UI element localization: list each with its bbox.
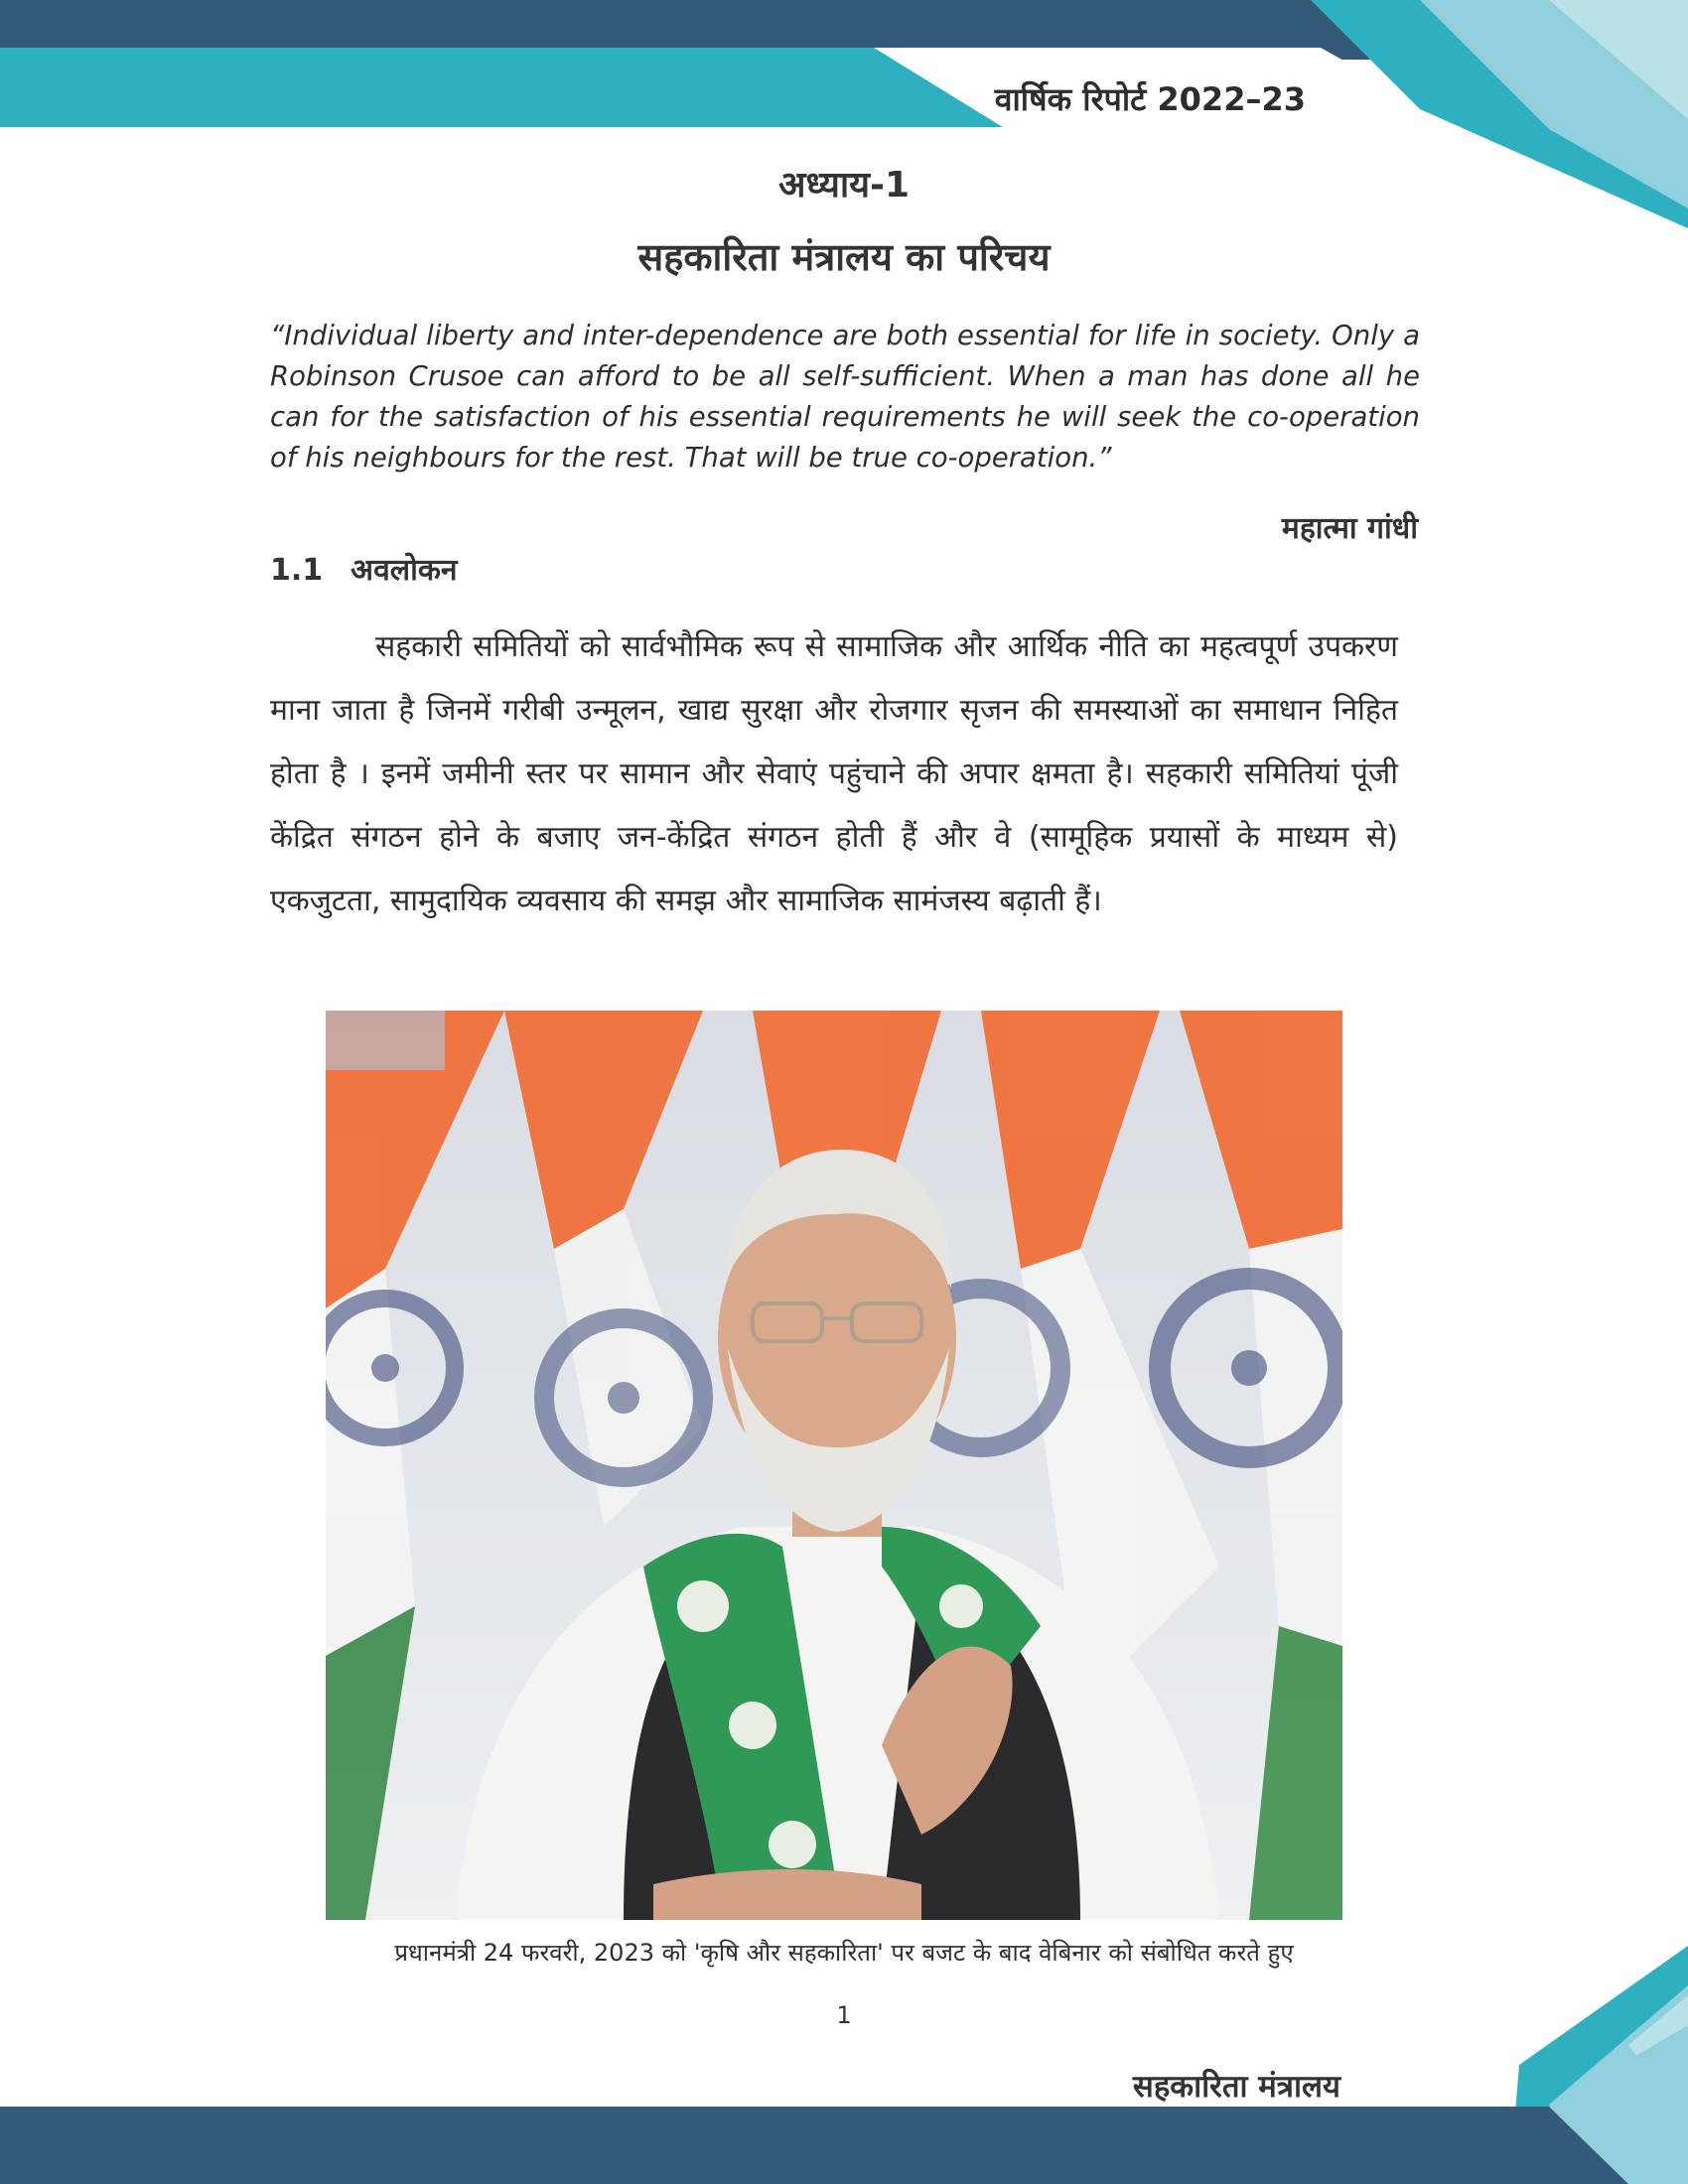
- footer-ministry-name: सहकारिता मंत्रालय: [1132, 2069, 1340, 2105]
- section-heading: [270, 548, 458, 589]
- overview-paragraph: सहकारी समितियों को सार्वभौमिक रूप से सामाजिक और आर्थिक नीति का महत्वपूर्ण उपकरण माना जाता है जिनमें गरीबी उन्मूलन, खाद्य सुरक्षा और रोजगार सृजन की समस्याओं का समाधान निहित होता है । इनमें जमीनी स्तर पर सामान और सेवाएं पहुंचाने की अपार क्षमता है। सहकारी समितियां पूंजी केंद्रित संगठन होने के बजाए जन-केंद्रित संगठन होती हैं और वे (सामूहिक प्रयासों के माध्यम से) एकजुटता, सामुदायिक व्यवसाय की समझ और सामाजिक सामंजस्य बढ़ाती हैं।: [270, 629, 1398, 918]
- section-title: अवलोकन: [351, 553, 458, 588]
- prime-minister-photo: [326, 1011, 1342, 1920]
- gandhi-quote: “Individual liberty and inter-dependence are both essential for life in society. Only a Robinson Crusoe can afford to be all self-sufficient. When a man has done all he can for the satisfaction of his essential requirements he will seek the co-operation of his neighbours for the rest. That will be true co-operation.”: [270, 320, 1420, 474]
- page-number: 1: [836, 2001, 852, 2029]
- header-teal-band: [0, 48, 1003, 127]
- report-title: वार्षिक रिपोर्ट 2022–23: [994, 80, 1306, 118]
- section-number: 1.1: [270, 553, 324, 588]
- quote-author: महात्मा गांधी: [1281, 511, 1418, 546]
- photo-illustration: [326, 1011, 1342, 1920]
- chapter-title: सहकारिता मंत्रालय का परिचय: [637, 235, 1051, 279]
- footer-navy-band: [0, 2107, 1688, 2184]
- chapter-number: अध्याय-1: [777, 165, 911, 205]
- photo-caption: प्रधानमंत्री 24 फरवरी, 2023 को 'कृषि और सहकारिता' पर बजट के बाद वेबिनार को संबोधित करते हुए: [394, 1939, 1294, 1967]
